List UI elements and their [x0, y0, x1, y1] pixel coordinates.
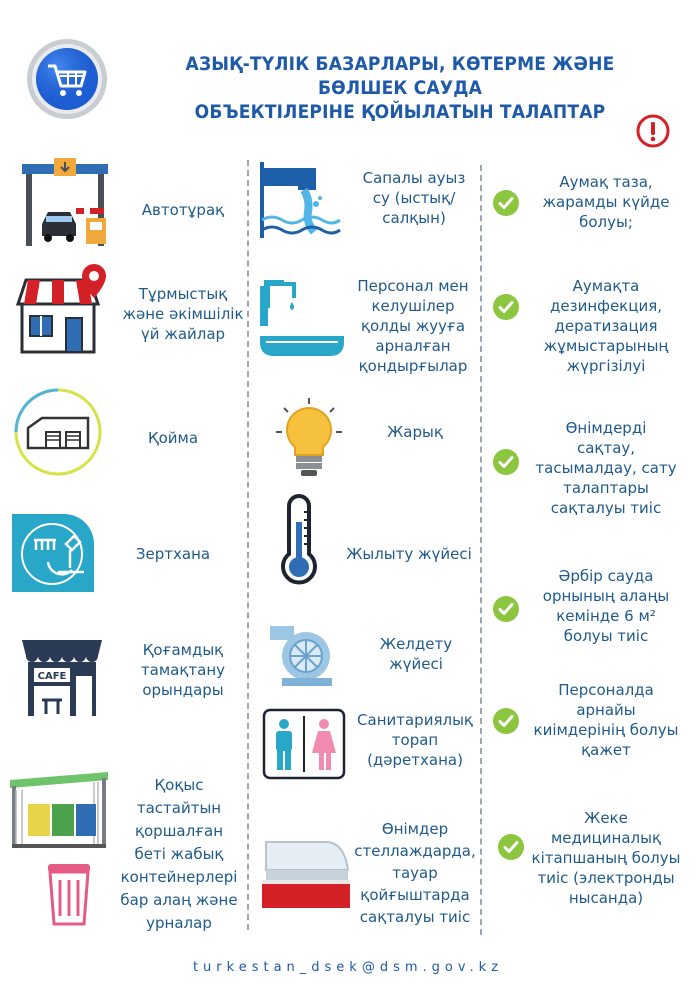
label-parking: Автотұрақ: [141, 201, 225, 219]
laboratory-icon: [8, 510, 98, 600]
thermometer-icon: [276, 492, 322, 592]
label-household-premises: Тұрмыстық және әкімшілік үй жайлар: [122, 285, 244, 343]
washbasin-icon: [258, 276, 344, 362]
cart-logo-icon: [26, 38, 108, 120]
alert-icon: [636, 114, 670, 148]
check-icon: [493, 294, 519, 320]
ventilation-fan-icon: [268, 622, 336, 692]
label-public-catering: Қоғамдық тамақтану орындары: [140, 641, 226, 699]
label-product-shelving: Өнімдер стеллаждарда, тауар қойғыштарда сақталуы тиіс: [354, 820, 476, 926]
requirement-clean-territory: Аумақ таза, жарамды күйде болуы;: [542, 173, 670, 231]
page-title: [148, 52, 652, 124]
restroom-icon: [262, 708, 346, 784]
column-divider-right: [480, 165, 482, 935]
label-handwash-units: Персонал мен келушілер қолды жууға арналған қондырғылар: [357, 277, 469, 375]
requirement-disinfection: Аумақта дезинфекция, дератизация жұмыстарының жүргізілуі: [543, 277, 669, 375]
title-line-2: ОБЪЕКТІЛЕРІНЕ ҚОЙЫЛАТЫН ТАЛАПТАР: [194, 101, 606, 123]
label-warehouse: Қойма: [147, 429, 199, 447]
svg-text:CAFE: CAFE: [37, 671, 67, 682]
footer-email: turkestan_dsek@dsm.gov.kz: [192, 960, 504, 975]
water-pipe-icon: [258, 160, 342, 246]
light-bulb-icon: [274, 398, 344, 484]
parking-icon: [18, 158, 112, 252]
check-icon: [493, 190, 519, 216]
requirement-special-clothing: Персоналда арнайы киімдерінің болуы қажет: [533, 681, 679, 759]
shop-location-icon: [14, 262, 108, 360]
check-icon: [493, 596, 519, 622]
label-ventilation: Желдету жүйесі: [379, 635, 453, 673]
label-waste-area: Қоқыс тастайтын қоршалған беті жабық контейнерлері бар алаң және урналар: [120, 776, 238, 932]
label-lighting: Жарық: [387, 423, 443, 441]
waste-containers-icon: [8, 770, 112, 930]
check-icon: [493, 708, 519, 734]
cafe-icon: [20, 636, 104, 722]
display-fridge-icon: [256, 836, 350, 914]
check-icon: [493, 449, 519, 475]
requirement-medical-book: Жеке медициналық кітапшаның болуы тиіс (электронды нысанда): [531, 809, 681, 907]
label-heating: Жылыту жүйесі: [346, 545, 472, 563]
label-drinking-water: Сапалы ауыз су (ыстық/ салқын): [362, 169, 466, 227]
warehouse-icon: [14, 388, 102, 480]
requirement-product-storage: Өнімдерді сақтау, тасымалдау, сату талаптары сақталуы тиіс: [535, 419, 677, 517]
title-line-1: АЗЫҚ-ТҮЛІК БАЗАРЛАРЫ, КӨТЕРМЕ ЖӘНЕ БӨЛШЕК САУДА: [185, 53, 615, 99]
label-laboratory: Зертхана: [135, 545, 211, 563]
requirement-trade-area: Әрбір сауда орнының алаңы кемінде 6 м² болуы тиіс: [542, 567, 670, 645]
check-icon: [498, 834, 524, 860]
label-sanitary: Санитариялық торап (дәретхана): [357, 711, 473, 769]
